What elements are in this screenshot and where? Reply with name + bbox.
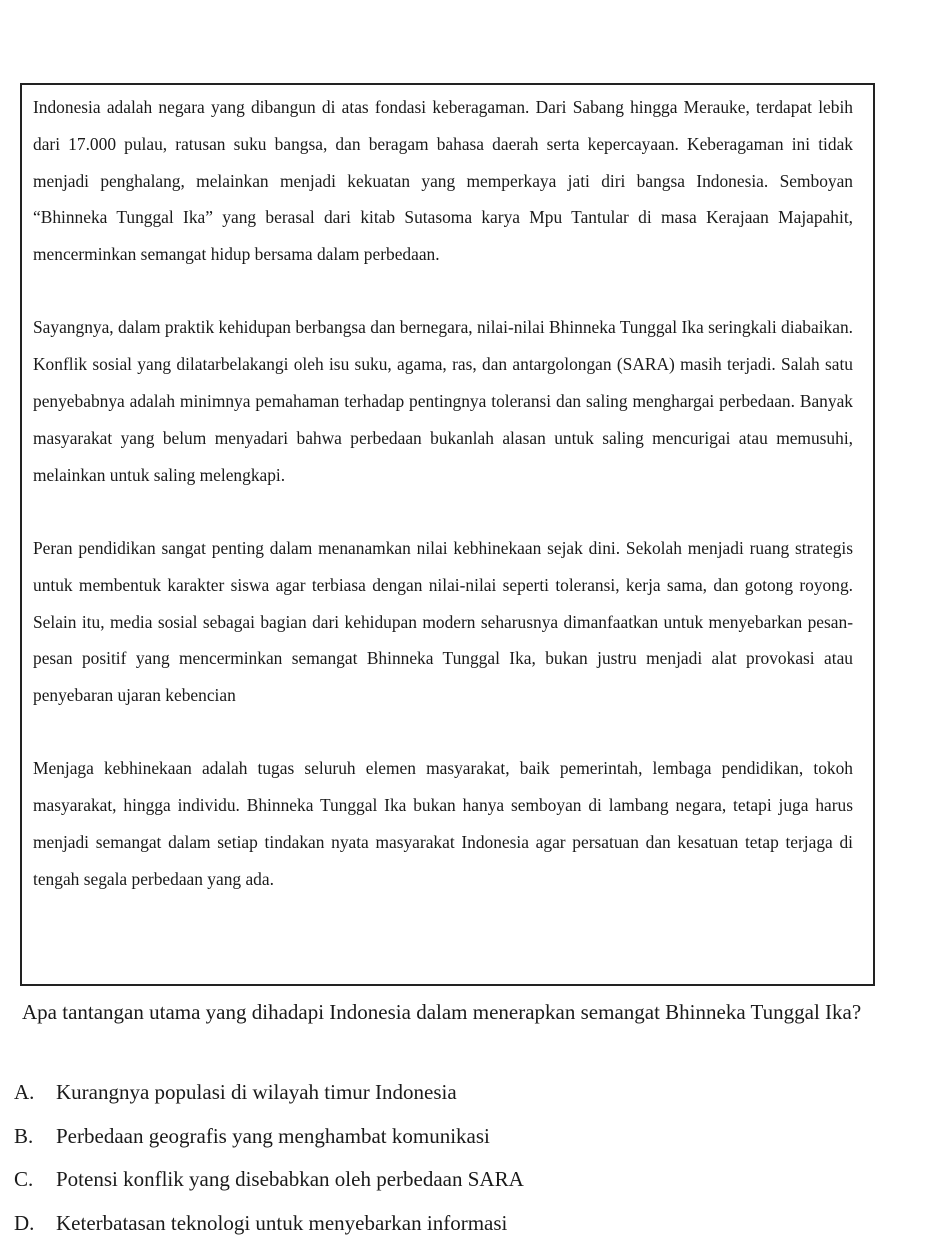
option-letter: A.: [14, 1072, 56, 1112]
answer-options-list: [14, 1072, 914, 1246]
option-letter: C.: [14, 1159, 56, 1199]
question-text: Apa tantangan utama yang dihadapi Indonesia dalam menerapkan semangat Bhinneka Tunggal Ika?: [22, 990, 892, 1034]
reading-passage-box: [20, 83, 875, 986]
option-letter: D.: [14, 1203, 56, 1243]
answer-option-c[interactable]: [14, 1159, 914, 1203]
answer-option-a[interactable]: [14, 1072, 914, 1116]
passage-paragraph-4: Menjaga kebhinekaan adalah tugas seluruh elemen masyarakat, baik pemerintah, lembaga pendidikan, tokoh masyarakat, hingga individu. Bhinneka Tunggal Ika bukan hanya semboyan di lambang negara, tetapi juga harus menjadi semangat dalam setiap tindakan nyata masyarakat Indonesia agar persatuan dan kesatuan tetap terjaga di tengah segala perbedaan yang ada.: [33, 750, 853, 897]
option-text: Perbedaan geografis yang menghambat komunikasi: [56, 1124, 490, 1148]
answer-option-d[interactable]: [14, 1203, 914, 1246]
option-letter: B.: [14, 1116, 56, 1156]
answer-option-b[interactable]: [14, 1116, 914, 1160]
option-text: Potensi konflik yang disebabkan oleh perbedaan SARA: [56, 1167, 524, 1191]
option-text: Kurangnya populasi di wilayah timur Indonesia: [56, 1080, 457, 1104]
option-text: Keterbatasan teknologi untuk menyebarkan informasi: [56, 1211, 507, 1235]
passage-paragraph-2: Sayangnya, dalam praktik kehidupan berbangsa dan bernegara, nilai-nilai Bhinneka Tunggal Ika seringkali diabaikan. Konflik sosial yang dilatarbelakangi oleh isu suku, agama, ras, dan antargolongan (SARA) masih terjadi. Salah satu penyebabnya adalah minimnya pemahaman terhadap pentingnya toleransi dan saling menghargai perbedaan. Banyak masyarakat yang belum menyadari bahwa perbedaan bukanlah alasan untuk saling mencurigai atau memusuhi, melainkan untuk saling melengkapi.: [33, 309, 853, 493]
passage-paragraph-1: Indonesia adalah negara yang dibangun di atas fondasi keberagaman. Dari Sabang hingga Merauke, terdapat lebih dari 17.000 pulau, ratusan suku bangsa, dan beragam bahasa daerah serta kepercayaan. Keberagaman ini tidak menjadi penghalang, melainkan menjadi kekuatan yang memperkaya jati diri bangsa Indonesia. Semboyan “Bhinneka Tunggal Ika” yang berasal dari kitab Sutasoma karya Mpu Tantular di masa Kerajaan Majapahit, mencerminkan semangat hidup bersama dalam perbedaan.: [33, 89, 853, 273]
passage-paragraph-3: Peran pendidikan sangat penting dalam menanamkan nilai kebhinekaan sejak dini. Sekolah menjadi ruang strategis untuk membentuk karakter siswa agar terbiasa dengan nilai-nilai seperti toleransi, kerja sama, dan gotong royong. Selain itu, media sosial sebagai bagian dari kehidupan modern seharusnya dimanfaatkan untuk menyebarkan pesan-pesan positif yang mencerminkan semangat Bhinneka Tunggal Ika, bukan justru menjadi alat provokasi atau penyebaran ujaran kebencian: [33, 530, 853, 714]
